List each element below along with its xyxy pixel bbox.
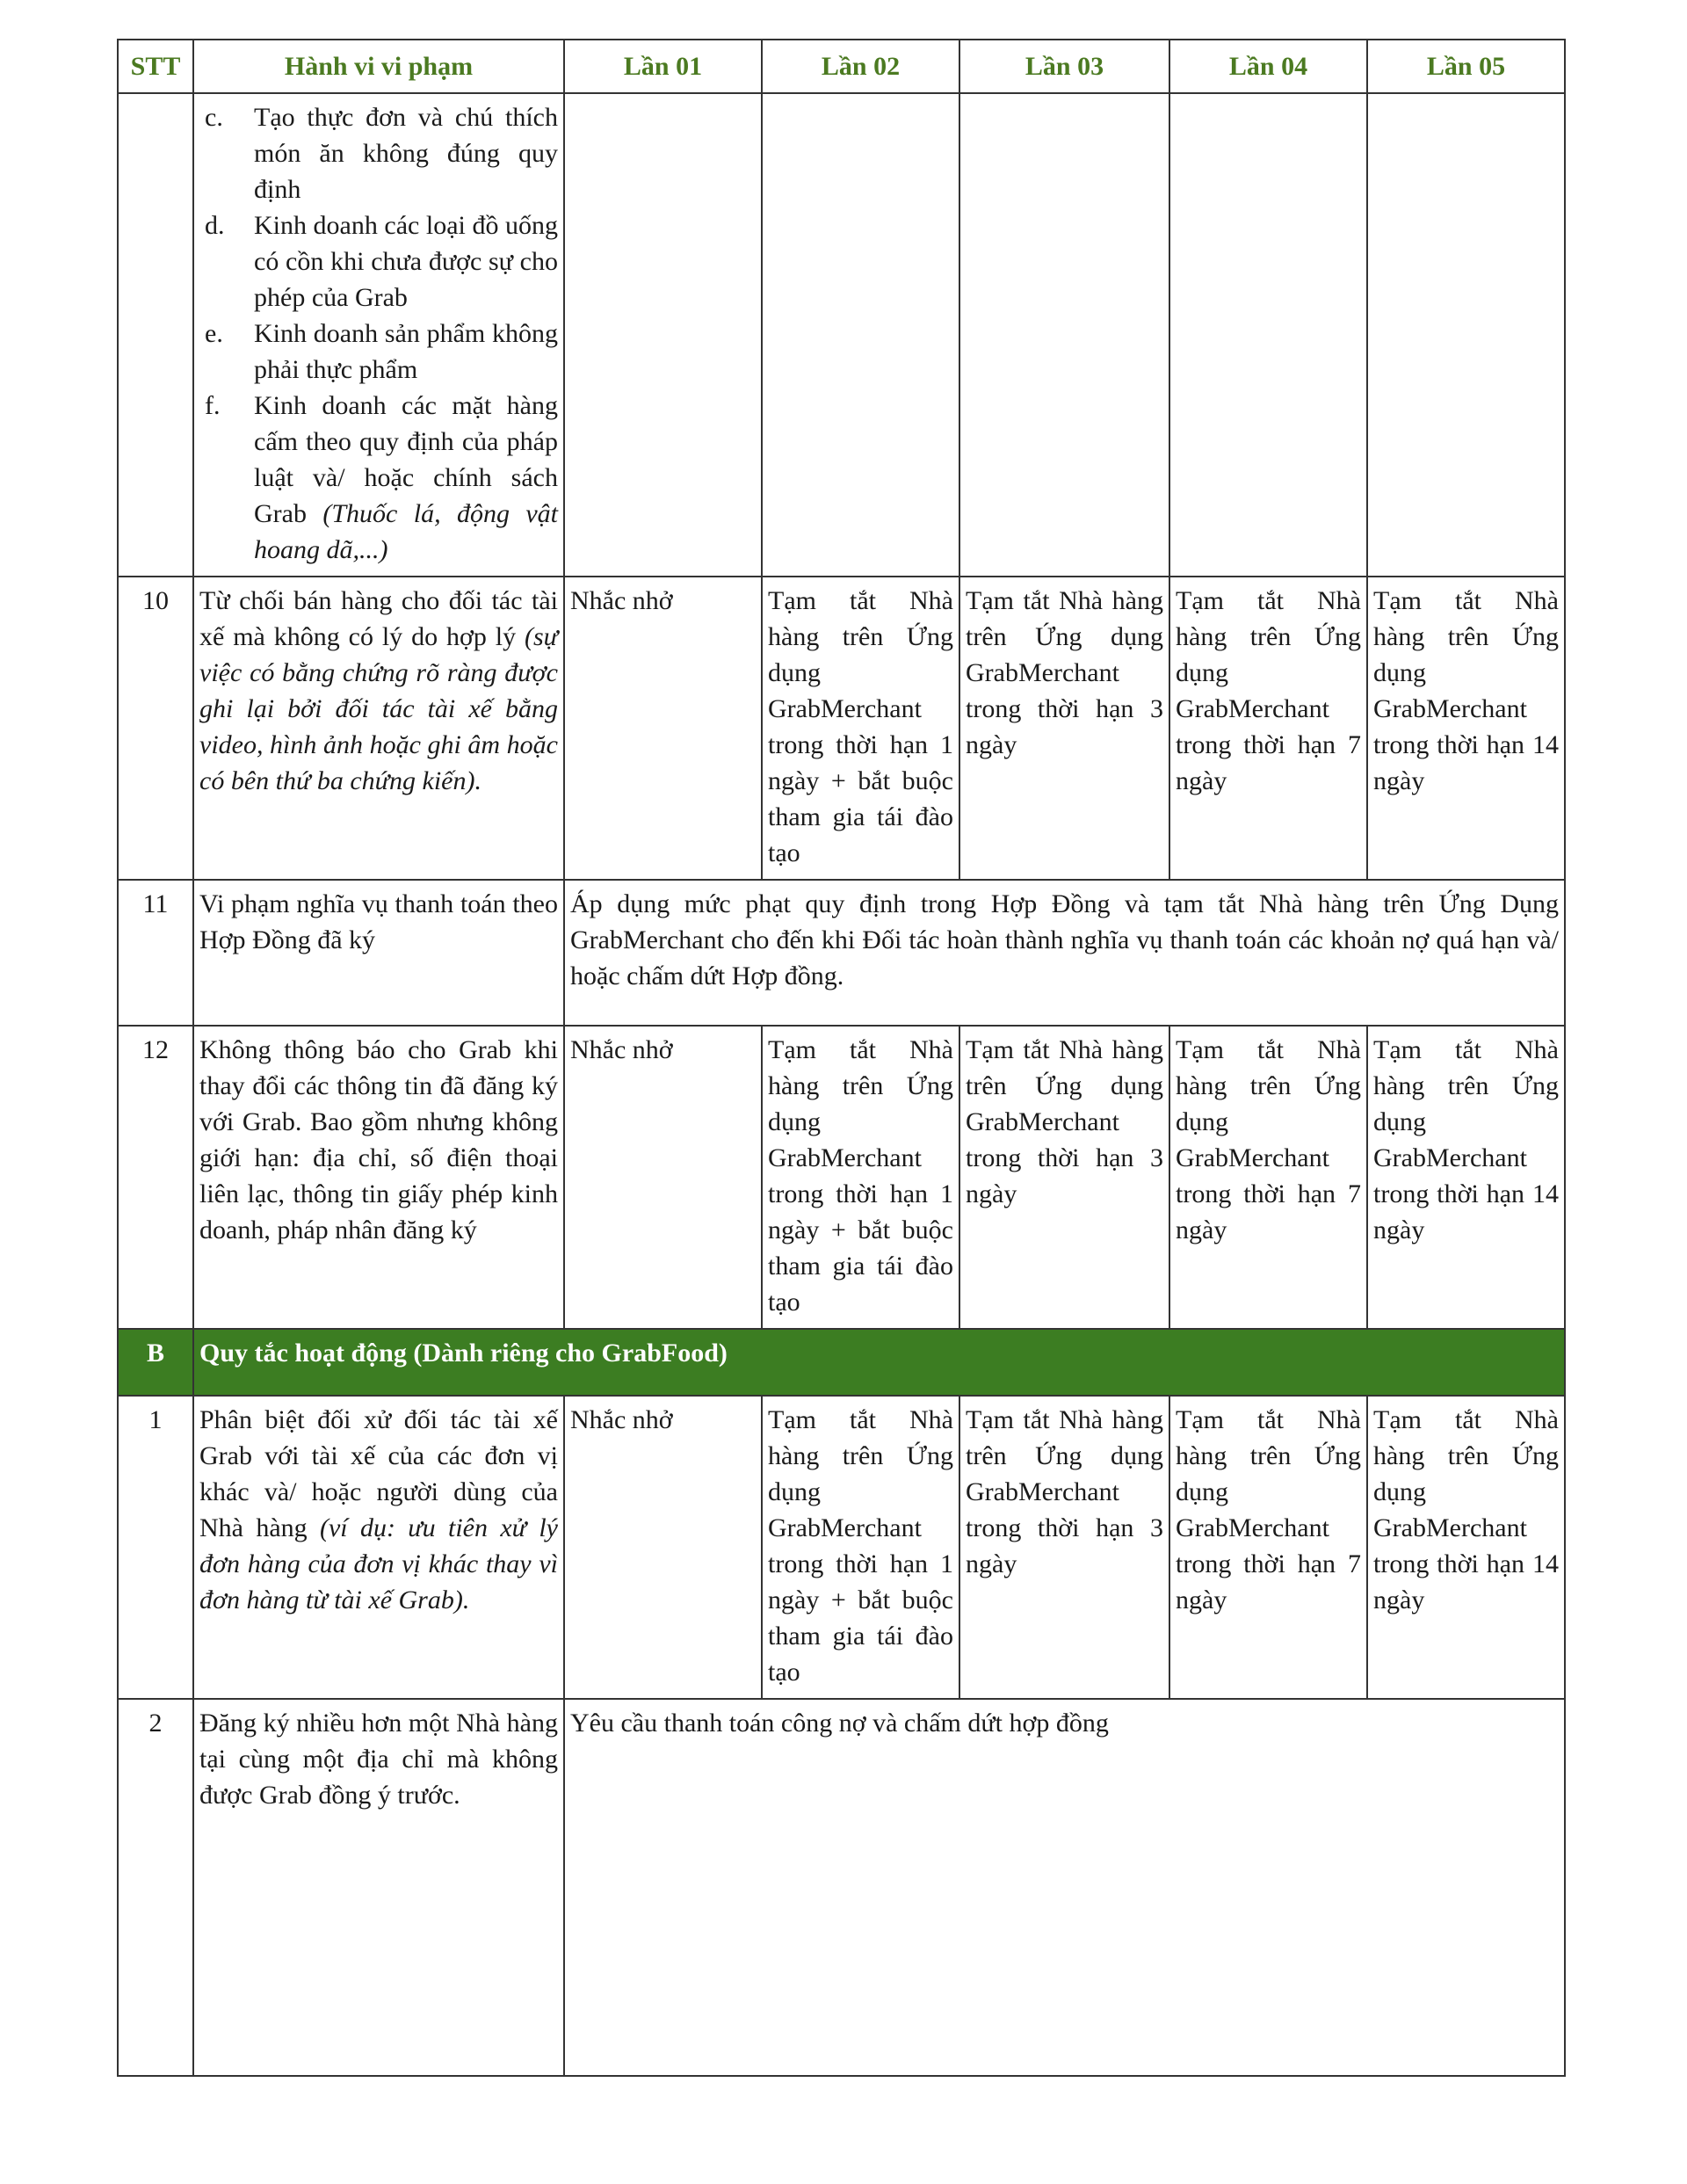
cell-lan-03: Tạm tắt Nhà hàng trên Ứng dụng GrabMerchant trong thời hạn 3 ngày — [959, 1396, 1169, 1699]
cell-lan-03 — [959, 93, 1169, 577]
cell-violation: Từ chối bán hàng cho đối tác tài xế mà không có lý do hợp lý (sự việc có bằng chứng rõ ràng được ghi lại bởi đối tác tài xế bằng video, hình ảnh hoặc ghi âm hoặc có bên thứ ba chứng kiến). — [193, 577, 564, 880]
header-lan-04: Lần 04 — [1169, 40, 1367, 93]
cell-lan-04: Tạm tắt Nhà hàng trên Ứng dụng GrabMerchant trong thời hạn 7 ngày — [1169, 1026, 1367, 1329]
table-row-b2 — [118, 1699, 1565, 2076]
cell-violation — [193, 93, 564, 577]
sub-item-list — [198, 99, 558, 568]
section-b-stt: B — [118, 1329, 193, 1396]
cell-lan-05 — [1367, 93, 1565, 577]
cell-violation: Không thông báo cho Grab khi thay đổi các thông tin đã đăng ký với Grab. Bao gồm nhưng không giới hạn: địa chỉ, số điện thoại liên lạc, thông tin giấy phép kinh doanh, pháp nhân đăng ký — [193, 1026, 564, 1329]
header-row — [118, 40, 1565, 93]
table-row-11 — [118, 880, 1565, 1026]
cell-violation: Đăng ký nhiều hơn một Nhà hàng tại cùng một địa chỉ mà không được Grab đồng ý trước. — [193, 1699, 564, 2076]
header-lan-03: Lần 03 — [959, 40, 1169, 93]
cell-violation: Vi phạm nghĩa vụ thanh toán theo Hợp Đồng đã ký — [193, 880, 564, 1026]
table-row-b1 — [118, 1396, 1565, 1699]
section-b-row — [118, 1329, 1565, 1396]
header-violation: Hành vi vi phạm — [193, 40, 564, 93]
cell-stt: 12 — [118, 1026, 193, 1329]
cell-lan-05: Tạm tắt Nhà hàng trên Ứng dụng GrabMerchant trong thời hạn 14 ngày — [1367, 577, 1565, 880]
cell-lan-01: Nhắc nhở — [564, 1026, 762, 1329]
cell-violation: Phân biệt đối xử đối tác tài xế Grab với tài xế của các đơn vị khác và/ hoặc người dùng của Nhà hàng (ví dụ: ưu tiên xử lý đơn hàng của đơn vị khác thay vì đơn hàng từ tài xế Grab). — [193, 1396, 564, 1699]
cell-lan-03: Tạm tắt Nhà hàng trên Ứng dụng GrabMerchant trong thời hạn 3 ngày — [959, 1026, 1169, 1329]
cell-stt: 2 — [118, 1699, 193, 2076]
cell-stt: 11 — [118, 880, 193, 1026]
list-item: d. Kinh doanh các loại đồ uống có cồn khi chưa được sự cho phép của Grab — [205, 211, 558, 312]
cell-lan-01: Nhắc nhở — [564, 1396, 762, 1699]
table-row-continued — [118, 93, 1565, 577]
cell-lan-02: Tạm tắt Nhà hàng trên Ứng dụng GrabMerchant trong thời hạn 1 ngày + bắt buộc tham gia tái đào tạo — [762, 577, 959, 880]
cell-stt: 1 — [118, 1396, 193, 1699]
cell-lan-02 — [762, 93, 959, 577]
cell-lan-04 — [1169, 93, 1367, 577]
list-item: c. Tạo thực đơn và chú thích món ăn không đúng quy định — [205, 103, 558, 204]
cell-lan-02: Tạm tắt Nhà hàng trên Ứng dụng GrabMerchant trong thời hạn 1 ngày + bắt buộc tham gia tái đào tạo — [762, 1026, 959, 1329]
cell-stt: 10 — [118, 577, 193, 880]
cell-stt — [118, 93, 193, 577]
table-row-10 — [118, 577, 1565, 880]
cell-lan-05: Tạm tắt Nhà hàng trên Ứng dụng GrabMerchant trong thời hạn 14 ngày — [1367, 1026, 1565, 1329]
header-lan-02: Lần 02 — [762, 40, 959, 93]
cell-lan-02: Tạm tắt Nhà hàng trên Ứng dụng GrabMerchant trong thời hạn 1 ngày + bắt buộc tham gia tái đào tạo — [762, 1396, 959, 1699]
cell-lan-04: Tạm tắt Nhà hàng trên Ứng dụng GrabMerchant trong thời hạn 7 ngày — [1169, 577, 1367, 880]
cell-lan-01 — [564, 93, 762, 577]
cell-lan-03: Tạm tắt Nhà hàng trên Ứng dụng GrabMerchant trong thời hạn 3 ngày — [959, 577, 1169, 880]
list-item: e. Kinh doanh sản phẩm không phải thực phẩm — [205, 319, 558, 384]
cell-penalty-merged: Áp dụng mức phạt quy định trong Hợp Đồng và tạm tắt Nhà hàng trên Ứng Dụng GrabMerchant cho đến khi Đối tác hoàn thành nghĩa vụ thanh toán các khoản nợ quá hạn và/ hoặc chấm dứt Hợp đồng. — [564, 880, 1565, 1026]
cell-lan-04: Tạm tắt Nhà hàng trên Ứng dụng GrabMerchant trong thời hạn 7 ngày — [1169, 1396, 1367, 1699]
cell-lan-05: Tạm tắt Nhà hàng trên Ứng dụng GrabMerchant trong thời hạn 14 ngày — [1367, 1396, 1565, 1699]
section-b-title: Quy tắc hoạt động (Dành riêng cho GrabFood) — [193, 1329, 1565, 1396]
cell-lan-01: Nhắc nhở — [564, 577, 762, 880]
list-item: f. Kinh doanh các mặt hàng cấm theo quy định của pháp luật và/ hoặc chính sách Grab (Thuốc lá, động vật hoang dã,...) — [205, 391, 558, 564]
header-lan-05: Lần 05 — [1367, 40, 1565, 93]
header-lan-01: Lần 01 — [564, 40, 762, 93]
header-stt: STT — [118, 40, 193, 93]
cell-penalty-merged: Yêu cầu thanh toán công nợ và chấm dứt hợp đồng — [564, 1699, 1565, 2076]
violations-table — [117, 39, 1566, 2077]
table-row-12 — [118, 1026, 1565, 1329]
